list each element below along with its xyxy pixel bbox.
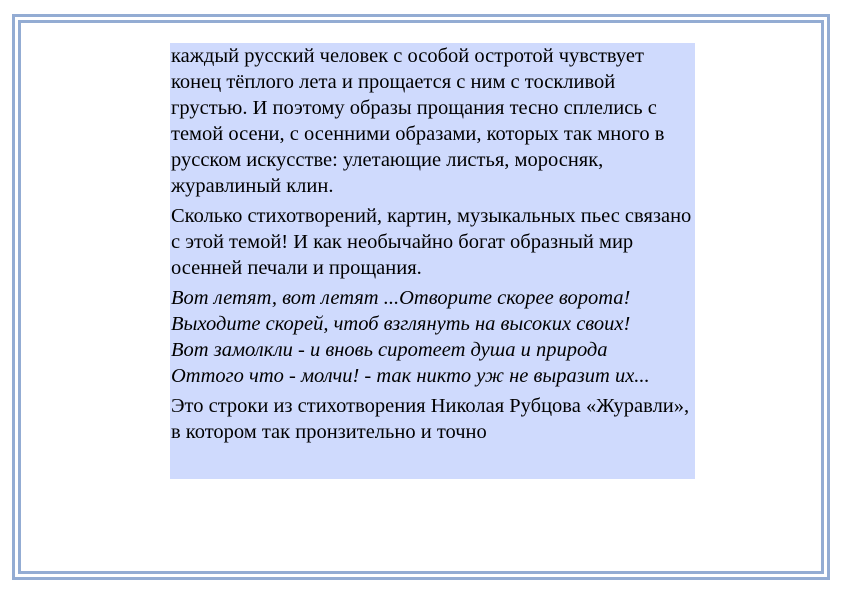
text-box — [170, 43, 695, 479]
poem-line: Вот летят, вот летят ...Отворите скорее ворота! — [171, 287, 631, 309]
poem-line: Выходите скорей, чтоб взглянуть на высоких своих! — [171, 313, 631, 335]
poem-quote — [171, 285, 695, 389]
paragraph-rubtsov-reference: Это строки из стихотворения Николая Рубцова «Журавли», в котором так пронзительно и точно — [171, 395, 690, 443]
paragraph-intro: каждый русский человек с особой остротой чувствует конец тёплого лета и прощается с ним с тоскливой грустью. И поэтому образы прощания тесно сплелись с темой осени, с осенними образами, которых так много в русском искусстве: улетающие листья, моросняк, журавлиный клин. — [171, 45, 665, 197]
poem-line: Вот замолкли - и вновь сиротеет душа и природа — [171, 339, 608, 361]
poem-line: Оттого что - молчи! - так никто уж не выразит их... — [171, 365, 650, 387]
paragraph-how-many-works: Сколько стихотворений, картин, музыкальных пьес связано с этой темой! И как необычайно богат образный мир осенней печали и прощания. — [171, 205, 692, 279]
